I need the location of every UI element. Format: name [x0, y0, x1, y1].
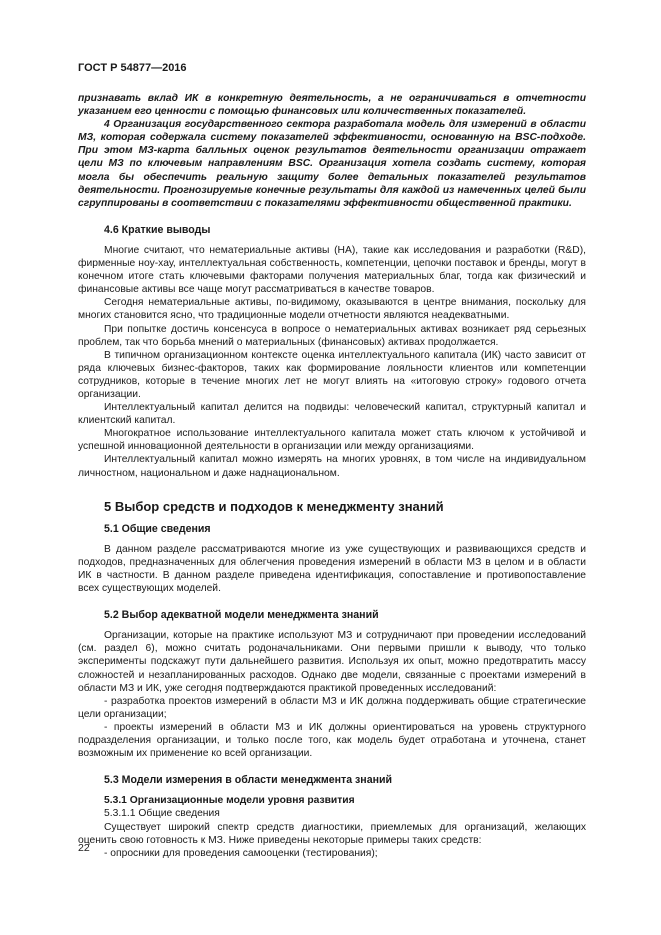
- s46-paragraph: При попытке достичь консенсуса в вопросе о нематериальных активах возникает ряд серьезных проблем, так что борьба мнений о материальных (финансовых) активах продолжается.: [78, 323, 586, 348]
- s46-paragraph: Многие считают, что нематериальные активы (НА), такие как исследования и разработки (R&D), фирменные ноу-хау, интеллектуальная собственность, компетенции, цепочки поставок и бренды, могут в конечном итоге стать ключевыми факторами получения материальных благ, тогда как физический и финансовые активы все чаще могут рассматриваться в качестве товаров.: [78, 244, 586, 296]
- section-5-heading: 5 Выбор средств и подходов к менеджменту знаний: [104, 498, 444, 514]
- s5311-paragraph: Существует широкий спектр средств диагностики, приемлемых для организаций, желающих оценить свою готовность к МЗ. Ниже приведены некоторые примеры таких средств:: [78, 821, 586, 846]
- section-5-2-heading: 5.2 Выбор адекватной модели менеджмента знаний: [104, 609, 379, 622]
- s52-list-item: - разработка проектов измерений в области МЗ и ИК должна поддерживать общие стратегические цели организации;: [78, 695, 586, 720]
- s46-paragraph: Интеллектуальный капитал делится на подвиды: человеческий капитал, структурный капитал и клиентский капитал.: [78, 402, 586, 427]
- section-5-1-heading: 5.1 Общие сведения: [104, 522, 211, 535]
- intro-paragraph-2: 4 Организация государственного сектора разработала модель для измерений в области МЗ, которая содержала систему показателей эффективности, основанную на BSC-подходе. При этом МЗ-карта балльных оценок результатов деятельности организации отражает цели МЗ по ключевым направлениям BSC. Организация хотела создать систему, которая могла бы обеспечить реальную защиту более детальных показателей результатов деятельности. Прогнозируемые конечные результаты для каждой из намеченных целей были сгруппированы в соответствии с показателями эффективности общественной практики.: [78, 119, 586, 209]
- s46-paragraph: Сегодня нематериальные активы, по-видимому, оказываются в центре внимания, поскольку для многих становится ясно, что традиционные модели отчетности являются неадекватными.: [78, 297, 586, 322]
- intro-paragraph-1: признавать вклад ИК в конкретную деятельность, а не ограничиваться в отчетности указанием его ценности с помощью финансовых или количественных показателей.: [78, 93, 586, 118]
- s52-list-item: - проекты измерений в области МЗ и ИК должны ориентироваться на уровень структурного подразделения организации, и только после того, как модель будет отработана и уточнена, станет возможным их применение ко всей организации.: [78, 721, 586, 760]
- section-5-3-1-heading: 5.3.1 Организационные модели уровня развития: [104, 795, 355, 807]
- intro-italic-block: [78, 92, 586, 210]
- s51-paragraph: В данном разделе рассматриваются многие из уже существующих и развивающихся средств и подходов, предназначенных для облегчения проведения измерений в области МЗ в целом и в области ИК в частности. В данном разделе приведена идентификация, сопоставление и противопоставление всех существующих моделей.: [78, 543, 586, 595]
- s46-paragraph: Интеллектуальный капитал можно измерять на многих уровнях, в том числе на индивидуальном личностном, национальном и даже наднациональном.: [78, 454, 586, 479]
- s46-paragraph: В типичном организационном контексте оценка интеллектуального капитала (ИК) часто зависит от ряда ключевых бизнес-факторов, таких как формирование лояльности клиентов или компетенции сотрудников, которые в течение многих лет не могут влиять на «итоговую строку» годового отчета организации.: [78, 349, 586, 400]
- document-header: ГОСТ Р 54877—2016: [78, 62, 187, 74]
- section-5-3-1-1-heading: 5.3.1.1 Общие сведения: [104, 808, 220, 820]
- page-number: 22: [78, 842, 90, 854]
- section-4-6-heading: 4.6 Краткие выводы: [104, 223, 211, 236]
- s46-paragraph: Многократное использование интеллектуального капитала может стать ключом к устойчивой и успешной инновационной деятельности в организации или между организациями.: [78, 428, 586, 453]
- section-5-3-heading: 5.3 Модели измерения в области менеджмента знаний: [104, 774, 393, 787]
- s52-paragraph: Организации, которые на практике используют МЗ и сотрудничают при проведении исследований (см. раздел 6), можно считать родоначальниками. Они первыми пришли к выводу, что только эксперименты подскажут пути дальнейшего развития. Используя их опыт, можно предотвратить массу сложностей и незапланированных расходов. Однако две модели, связанные с проектами измерений в области МЗ и ИК, уже сегодня подтверждаются практикой проведенных исследований:: [78, 630, 586, 694]
- s5311-list-item: - опросники для проведения самооценки (тестирования);: [104, 847, 378, 859]
- page-content: [78, 92, 586, 860]
